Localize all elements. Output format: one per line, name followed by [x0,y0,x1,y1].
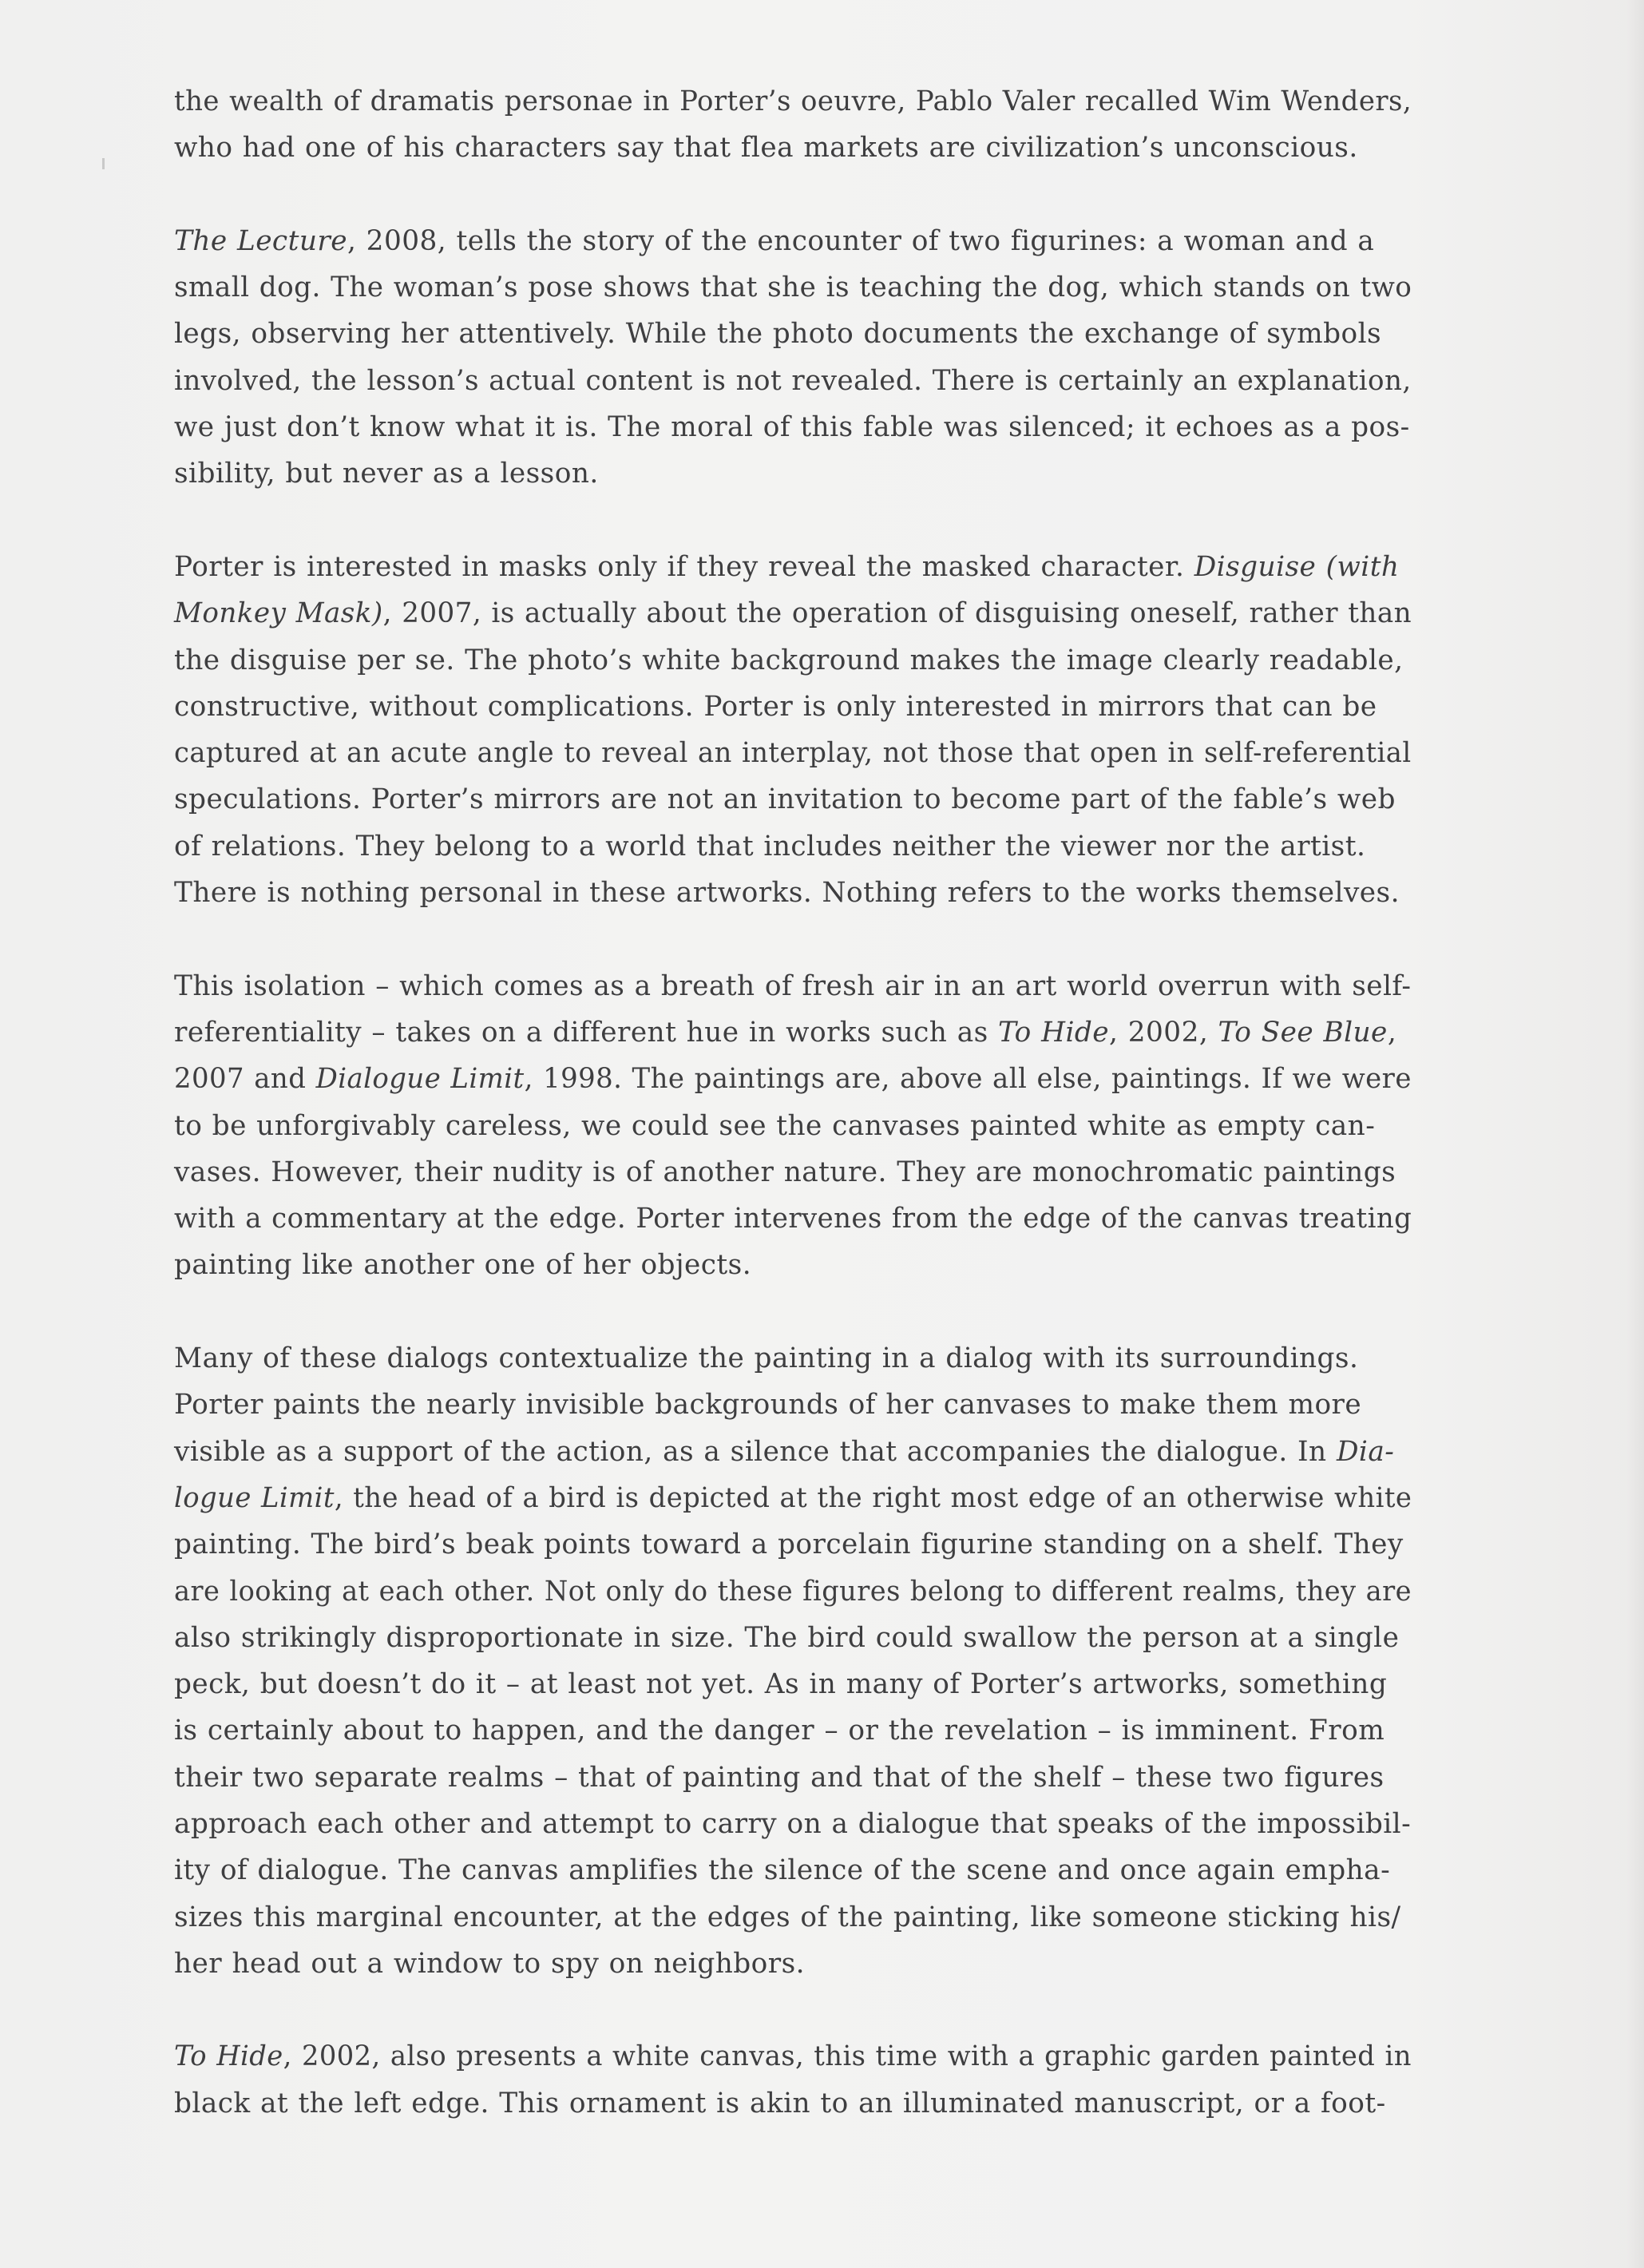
text-run: 2007 and [174,1063,316,1096]
text-line [174,730,1412,776]
text-line [174,264,1412,311]
italic-title: Dialogue Limit [315,1063,525,1096]
text-run: Porter is interested in masks only if they reveal the masked character. [174,550,1194,583]
text-line [174,870,1412,916]
text-run: her head out a window to spy on neighbors. [174,1947,806,1980]
text-run: painting like another one of her objects. [174,1249,752,1282]
paragraph [174,218,1412,498]
text-line [174,1615,1412,1661]
text-run: , 2002, also presents a white canvas, this time with a graphic garden painted in [283,2040,1412,2073]
italic-title: Dia- [1336,1435,1395,1468]
text-run: sizes this marginal encounter, at the edges of the painting, like someone sticking his/ [174,1901,1401,1933]
paragraph [174,78,1412,172]
text-run: also strikingly disproportionate in size. The bird could swallow the person at a single [174,1621,1400,1654]
italic-title: To Hide [174,2040,283,2073]
text-run: , 2002, [1109,1016,1218,1049]
body-text [174,78,1412,2127]
text-run: There is nothing personal in these artworks. Nothing refers to the works themselves. [174,877,1400,910]
text-run: who had one of his characters say that flea markets are civilization’s unconscious. [174,132,1358,165]
italic-title: To See Blue [1218,1016,1388,1049]
text-run: the wealth of dramatis personae in Porter’s oeuvre, Pablo Valer recalled Wim Wenders, [174,85,1412,117]
text-run: , 2008, tells the story of the encounter of two figurines: a woman and a [347,224,1375,257]
text-line [174,1149,1412,1195]
text-line [174,1103,1412,1149]
text-line [174,1195,1412,1242]
text-line [174,1009,1412,1056]
text-run: ity of dialogue. The canvas amplifies the silence of the scene and once again empha- [174,1854,1391,1887]
text-line [174,1382,1412,1428]
text-run: speculations. Porter’s mirrors are not an invitation to become part of the fable’s web [174,783,1396,816]
text-run: painting. The bird’s beak points toward a porcelain figurine standing on a shelf. They [174,1529,1404,1561]
text-line [174,1056,1412,1102]
text-run: legs, observing her attentively. While the photo documents the exchange of symbols [174,318,1382,351]
italic-title: logue Limit [174,1481,335,1514]
text-run: , the head of a bird is depicted at the right most edge of an otherwise white [334,1481,1412,1514]
text-line [174,311,1412,357]
text-run: of relations. They belong to a world that includes neither the viewer nor the artist. [174,830,1366,862]
text-line [174,590,1412,636]
paragraph [174,2033,1412,2127]
text-run: referentiality – takes on a different hue in works such as [174,1016,998,1049]
text-line [174,1335,1412,1382]
text-run: approach each other and attempt to carry on a dialogue that speaks of the impossibil- [174,1807,1412,1840]
text-line [174,544,1412,590]
text-line [174,450,1412,497]
text-line [174,1941,1412,1987]
text-run: are looking at each other. Not only do these figures belong to different realms, they are [174,1575,1412,1608]
text-run: constructive, without complications. Porter is only interested in mirrors that can be [174,690,1377,723]
page-gutter-shadow [1626,0,1644,2268]
text-run: sibility, but never as a lesson. [174,458,599,490]
text-line [174,823,1412,870]
text-line [174,2080,1412,2127]
text-run: black at the left edge. This ornament is akin to an illuminated manuscript, or a foot- [174,2087,1386,2119]
text-line [174,1568,1412,1615]
text-run: small dog. The woman’s pose shows that she is teaching the dog, which stands on two [174,272,1412,304]
text-line [174,637,1412,684]
text-line [174,2033,1412,2080]
text-run: with a commentary at the edge. Porter intervenes from the edge of the canvas treating [174,1203,1412,1235]
text-run: visible as a support of the action, as a silence that accompanies the dialogue. In [174,1435,1337,1468]
text-line [174,1429,1412,1475]
text-run: , [1387,1016,1397,1049]
text-line [174,218,1412,264]
text-run: peck, but doesn’t do it – at least not yet. As in many of Porter’s artworks, something [174,1668,1388,1701]
margin-mark [102,158,105,169]
text-run: is certainly about to happen, and the danger – or the revelation – is imminent. From [174,1715,1385,1747]
paragraph [174,544,1412,916]
italic-title: The Lecture [174,224,347,257]
text-line [174,684,1412,730]
text-run: , 1998. The paintings are, above all else, paintings. If we were [524,1063,1412,1096]
text-line [174,78,1412,125]
italic-title: Monkey Mask) [174,597,383,630]
text-line [174,358,1412,404]
text-line [174,1475,1412,1521]
text-run: , 2007, is actually about the operation of disguising oneself, rather than [382,597,1412,630]
text-run: vases. However, their nudity is of another nature. They are monochromatic paintings [174,1156,1396,1188]
text-line [174,776,1412,823]
text-run: the disguise per se. The photo’s white background makes the image clearly readable, [174,644,1404,676]
text-run: we just don’t know what it is. The moral of this fable was silenced; it echoes as a pos- [174,411,1410,444]
text-line [174,1801,1412,1847]
italic-title: To Hide [998,1016,1110,1049]
text-line [174,1755,1412,1801]
italic-title: Disguise (with [1194,550,1400,583]
text-line [174,1707,1412,1754]
text-line [174,1847,1412,1893]
text-run: their two separate realms – that of painting and that of the shelf – these two figures [174,1761,1385,1794]
paragraph [174,963,1412,1289]
text-run: Many of these dialogs contextualize the painting in a dialog with its surroundings. [174,1342,1359,1375]
text-line [174,125,1412,171]
paragraph [174,1335,1412,1987]
text-line [174,404,1412,450]
text-run: captured at an acute angle to reveal an interplay, not those that open in self-referential [174,737,1412,770]
text-run: This isolation – which comes as a breath of fresh air in an art world overrun with self- [174,969,1412,1002]
text-line [174,1521,1412,1568]
text-run: Porter paints the nearly invisible backgrounds of her canvases to make them more [174,1389,1362,1421]
text-line [174,963,1412,1009]
text-line [174,1894,1412,1941]
text-line [174,1661,1412,1707]
text-run: to be unforgivably careless, we could see the canvases painted white as empty can- [174,1109,1376,1142]
text-run: involved, the lesson’s actual content is not revealed. There is certainly an explanation, [174,364,1412,397]
text-line [174,1242,1412,1288]
